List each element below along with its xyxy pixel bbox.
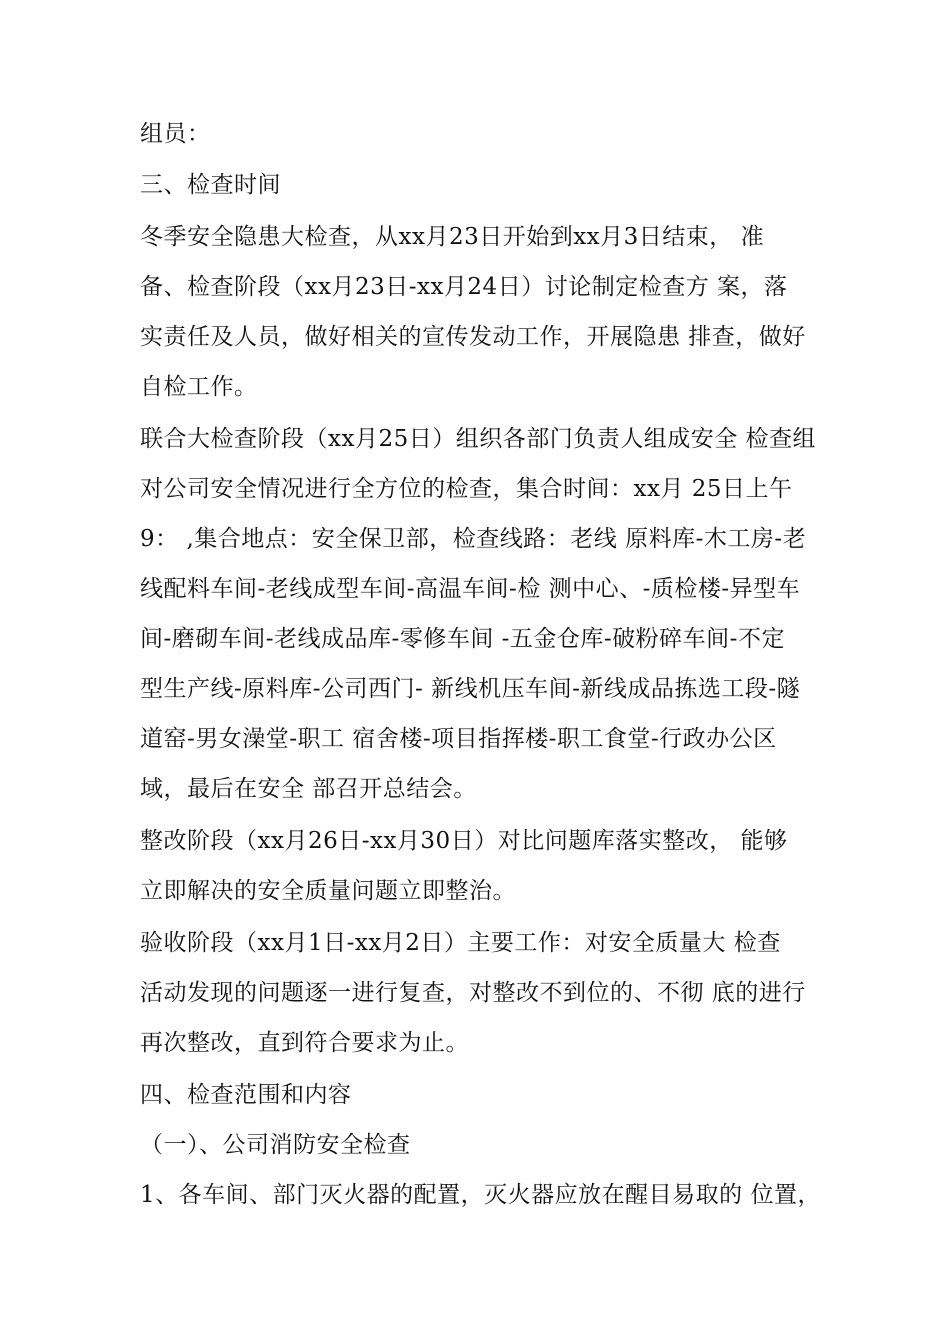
section-heading: 三、检查时间 [140, 172, 281, 198]
text-line: 验收阶段（xx月1日-xx月2日）主要工作：对安全质量大 检查 [140, 930, 781, 956]
text-line: 联合大检查阶段（xx月25日）组织各部门负责人组成安全 检查组 [140, 426, 817, 452]
text-line: 对公司安全情况进行全方位的检查，集合时间：xx月 25日上午 [140, 476, 793, 502]
text-line: 整改阶段（xx月26日-xx月30日）对比问题库落实整改， 能够 [140, 828, 788, 854]
text-line: 间-磨砌车间-老线成品库-零修车间 -五金仓库-破粉碎车间-不定 [140, 626, 785, 652]
text-line: 再次整改，直到符合要求为止。 [140, 1030, 469, 1056]
subsection-heading: （一）、公司消防安全检查 [140, 1132, 411, 1158]
section-heading: 四、检查范围和内容 [140, 1082, 352, 1108]
text-line: 道窑-男女澡堂-职工 宿舍楼-项目指挥楼-职工食堂-行政办公区 [140, 726, 777, 752]
text-line: 9： ,集合地点：安全保卫部，检查线路：老线 原料库-木工房-老 [140, 526, 807, 552]
text-line: 1、各车间、部门灭火器的配置，灭火器应放在醒目易取的 位置， [140, 1182, 821, 1208]
text-line: 冬季安全隐患大检查，从xx月23日开始到xx月3日结束， 准 [140, 224, 765, 250]
text-line: 立即解决的安全质量问题立即整治。 [140, 878, 516, 904]
text-line: 实责任及人员，做好相关的宣传发动工作，开展隐患 排查，做好 [140, 324, 806, 350]
text-line: 组员： [140, 121, 211, 147]
text-line: 域，最后在安全 部召开总结会。 [140, 776, 477, 802]
text-line: 备、检查阶段（xx月23日-xx月24日）讨论制定检查方 案，落 [140, 274, 788, 300]
text-line: 型生产线-原料库-公司西门- 新线机压车间-新线成品拣选工段-隧 [140, 676, 801, 702]
text-line: 活动发现的问题逐一进行复查，对整改不到位的、不彻 底的进行 [140, 980, 806, 1006]
text-line: 线配料车间-老线成型车间-高温车间-检 测中心、-质检楼-异型车 [140, 576, 801, 602]
text-line: 自检工作。 [140, 374, 258, 400]
